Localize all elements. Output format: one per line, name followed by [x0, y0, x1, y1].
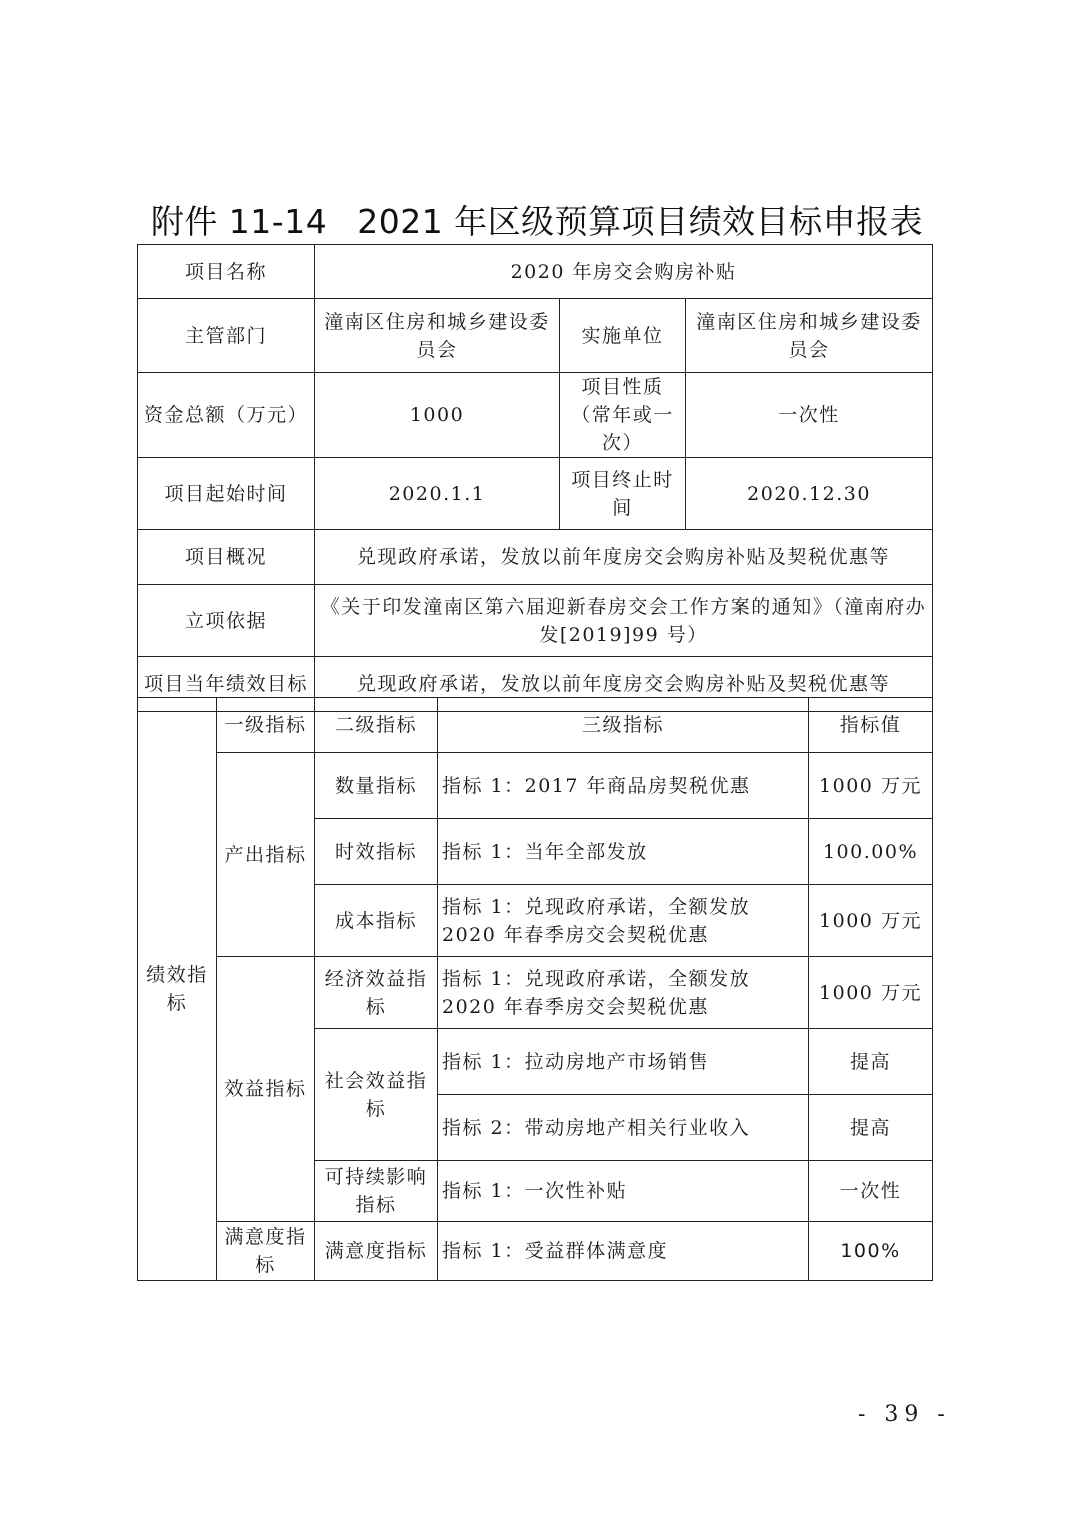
economic-level3: 指标 1：兑现政府承诺，全额发放 2020 年春季房交会契税优惠 [438, 957, 809, 1029]
indicator-header-row [138, 698, 933, 753]
header-value: 指标值 [809, 698, 933, 753]
fund-label: 资金总额（万元） [138, 373, 315, 458]
indicator-row-satisfaction [138, 1222, 933, 1281]
page-title [0, 196, 1074, 243]
end-value: 2020.12.30 [686, 458, 933, 530]
overview-value: 兑现政府承诺，发放以前年度房交会购房补贴及契税优惠等 [315, 530, 933, 585]
impl-label: 实施单位 [560, 299, 686, 373]
quantity-level3: 指标 1：2017 年商品房契税优惠 [438, 753, 809, 819]
nature-value: 一次性 [686, 373, 933, 458]
social-1-level3: 指标 1：拉动房地产市场销售 [438, 1029, 809, 1095]
social-level2: 社会效益指标 [315, 1029, 438, 1161]
economic-level2: 经济效益指标 [315, 957, 438, 1029]
header-level3: 三级指标 [438, 698, 809, 753]
nature-label: 项目性质（常年或一次） [560, 373, 686, 458]
satisfaction-level3: 指标 1：受益群体满意度 [438, 1222, 809, 1281]
row-fund [138, 373, 933, 458]
start-value: 2020.1.1 [315, 458, 560, 530]
timeliness-level2: 时效指标 [315, 819, 438, 885]
output-indicators-label: 产出指标 [217, 753, 315, 957]
header-level1: 一级指标 [217, 698, 315, 753]
sustainable-level3: 指标 1：一次性补贴 [438, 1161, 809, 1222]
budget-form-table [137, 244, 933, 712]
social-2-value: 提高 [809, 1095, 933, 1161]
satisfaction-level2: 满意度指标 [315, 1222, 438, 1281]
economic-value: 1000 万元 [809, 957, 933, 1029]
benefit-indicators-label: 效益指标 [217, 957, 315, 1222]
page-number: - 39 - [858, 1402, 951, 1427]
dept-value: 潼南区住房和城乡建设委员会 [315, 299, 560, 373]
dept-label: 主管部门 [138, 299, 315, 373]
indicator-row-economic [138, 957, 933, 1029]
row-overview [138, 530, 933, 585]
row-period [138, 458, 933, 530]
cost-value: 1000 万元 [809, 885, 933, 957]
row-basis [138, 585, 933, 657]
goal-label: 项目当年绩效目标 [138, 657, 315, 712]
social-1-value: 提高 [809, 1029, 933, 1095]
fund-value: 1000 [315, 373, 560, 458]
header-level2: 二级指标 [315, 698, 438, 753]
project-name-label: 项目名称 [138, 245, 315, 299]
cost-level2: 成本指标 [315, 885, 438, 957]
title-main: 2021 年区级预算项目绩效目标申报表 [357, 202, 924, 241]
timeliness-level3: 指标 1：当年全部发放 [438, 819, 809, 885]
sustainable-value: 一次性 [809, 1161, 933, 1222]
impl-value: 潼南区住房和城乡建设委员会 [686, 299, 933, 373]
indicator-row-quantity [138, 753, 933, 819]
title-prefix: 附件 11-14 [150, 202, 328, 241]
row-project-name [138, 245, 933, 299]
sustainable-level2: 可持续影响指标 [315, 1161, 438, 1222]
indicators-table [137, 697, 933, 1281]
satisfaction-indicators-label: 满意度指标 [217, 1222, 315, 1281]
row-department [138, 299, 933, 373]
quantity-value: 1000 万元 [809, 753, 933, 819]
goal-value: 兑现政府承诺，发放以前年度房交会购房补贴及契税优惠等 [315, 657, 933, 712]
overview-label: 项目概况 [138, 530, 315, 585]
quantity-level2: 数量指标 [315, 753, 438, 819]
satisfaction-value: 100% [809, 1222, 933, 1281]
project-name-value: 2020 年房交会购房补贴 [315, 245, 933, 299]
basis-label: 立项依据 [138, 585, 315, 657]
basis-value: 《关于印发潼南区第六届迎新春房交会工作方案的通知》（潼南府办发[2019]99 号） [315, 585, 933, 657]
social-2-level3: 指标 2：带动房地产相关行业收入 [438, 1095, 809, 1161]
end-label: 项目终止时间 [560, 458, 686, 530]
cost-level3: 指标 1：兑现政府承诺，全额发放 2020 年春季房交会契税优惠 [438, 885, 809, 957]
start-label: 项目起始时间 [138, 458, 315, 530]
performance-indicators-label: 绩效指标 [138, 698, 217, 1281]
timeliness-value: 100.00% [809, 819, 933, 885]
